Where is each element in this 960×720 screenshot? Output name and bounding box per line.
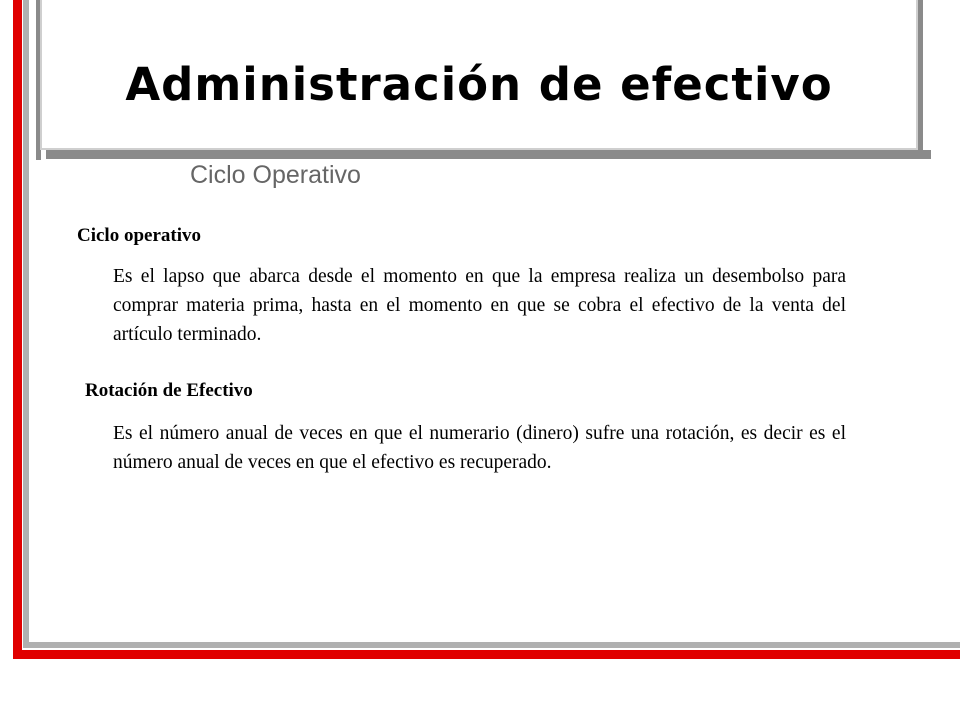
slide-title: Administración de efectivo bbox=[125, 58, 833, 111]
title-box-shadow-bottom bbox=[46, 150, 931, 159]
title-box bbox=[40, 0, 918, 150]
slide-subtitle: Ciclo Operativo bbox=[190, 161, 361, 189]
frame-left-red-border bbox=[13, 0, 22, 656]
frame-left-grey-border bbox=[23, 0, 29, 648]
frame-bottom-red-border bbox=[13, 650, 960, 659]
section-text-ciclo-operativo: Es el lapso que abarca desde el momento en que la empresa realiza un desembolso para comprar materia prima, hasta en el momento en que se cobra el efectivo de la venta del artículo terminado. bbox=[113, 266, 846, 345]
section-text-rotacion-efectivo: Es el número anual de veces en que el numerario (dinero) sufre una rotación, es decir es el número anual de veces en que el efectivo es recuperado. bbox=[113, 423, 846, 473]
section-heading-ciclo-operativo: Ciclo operativo bbox=[77, 225, 202, 246]
frame-bottom-grey-border bbox=[23, 642, 960, 648]
section-heading-rotacion-efectivo: Rotación de Efectivo bbox=[85, 380, 253, 401]
